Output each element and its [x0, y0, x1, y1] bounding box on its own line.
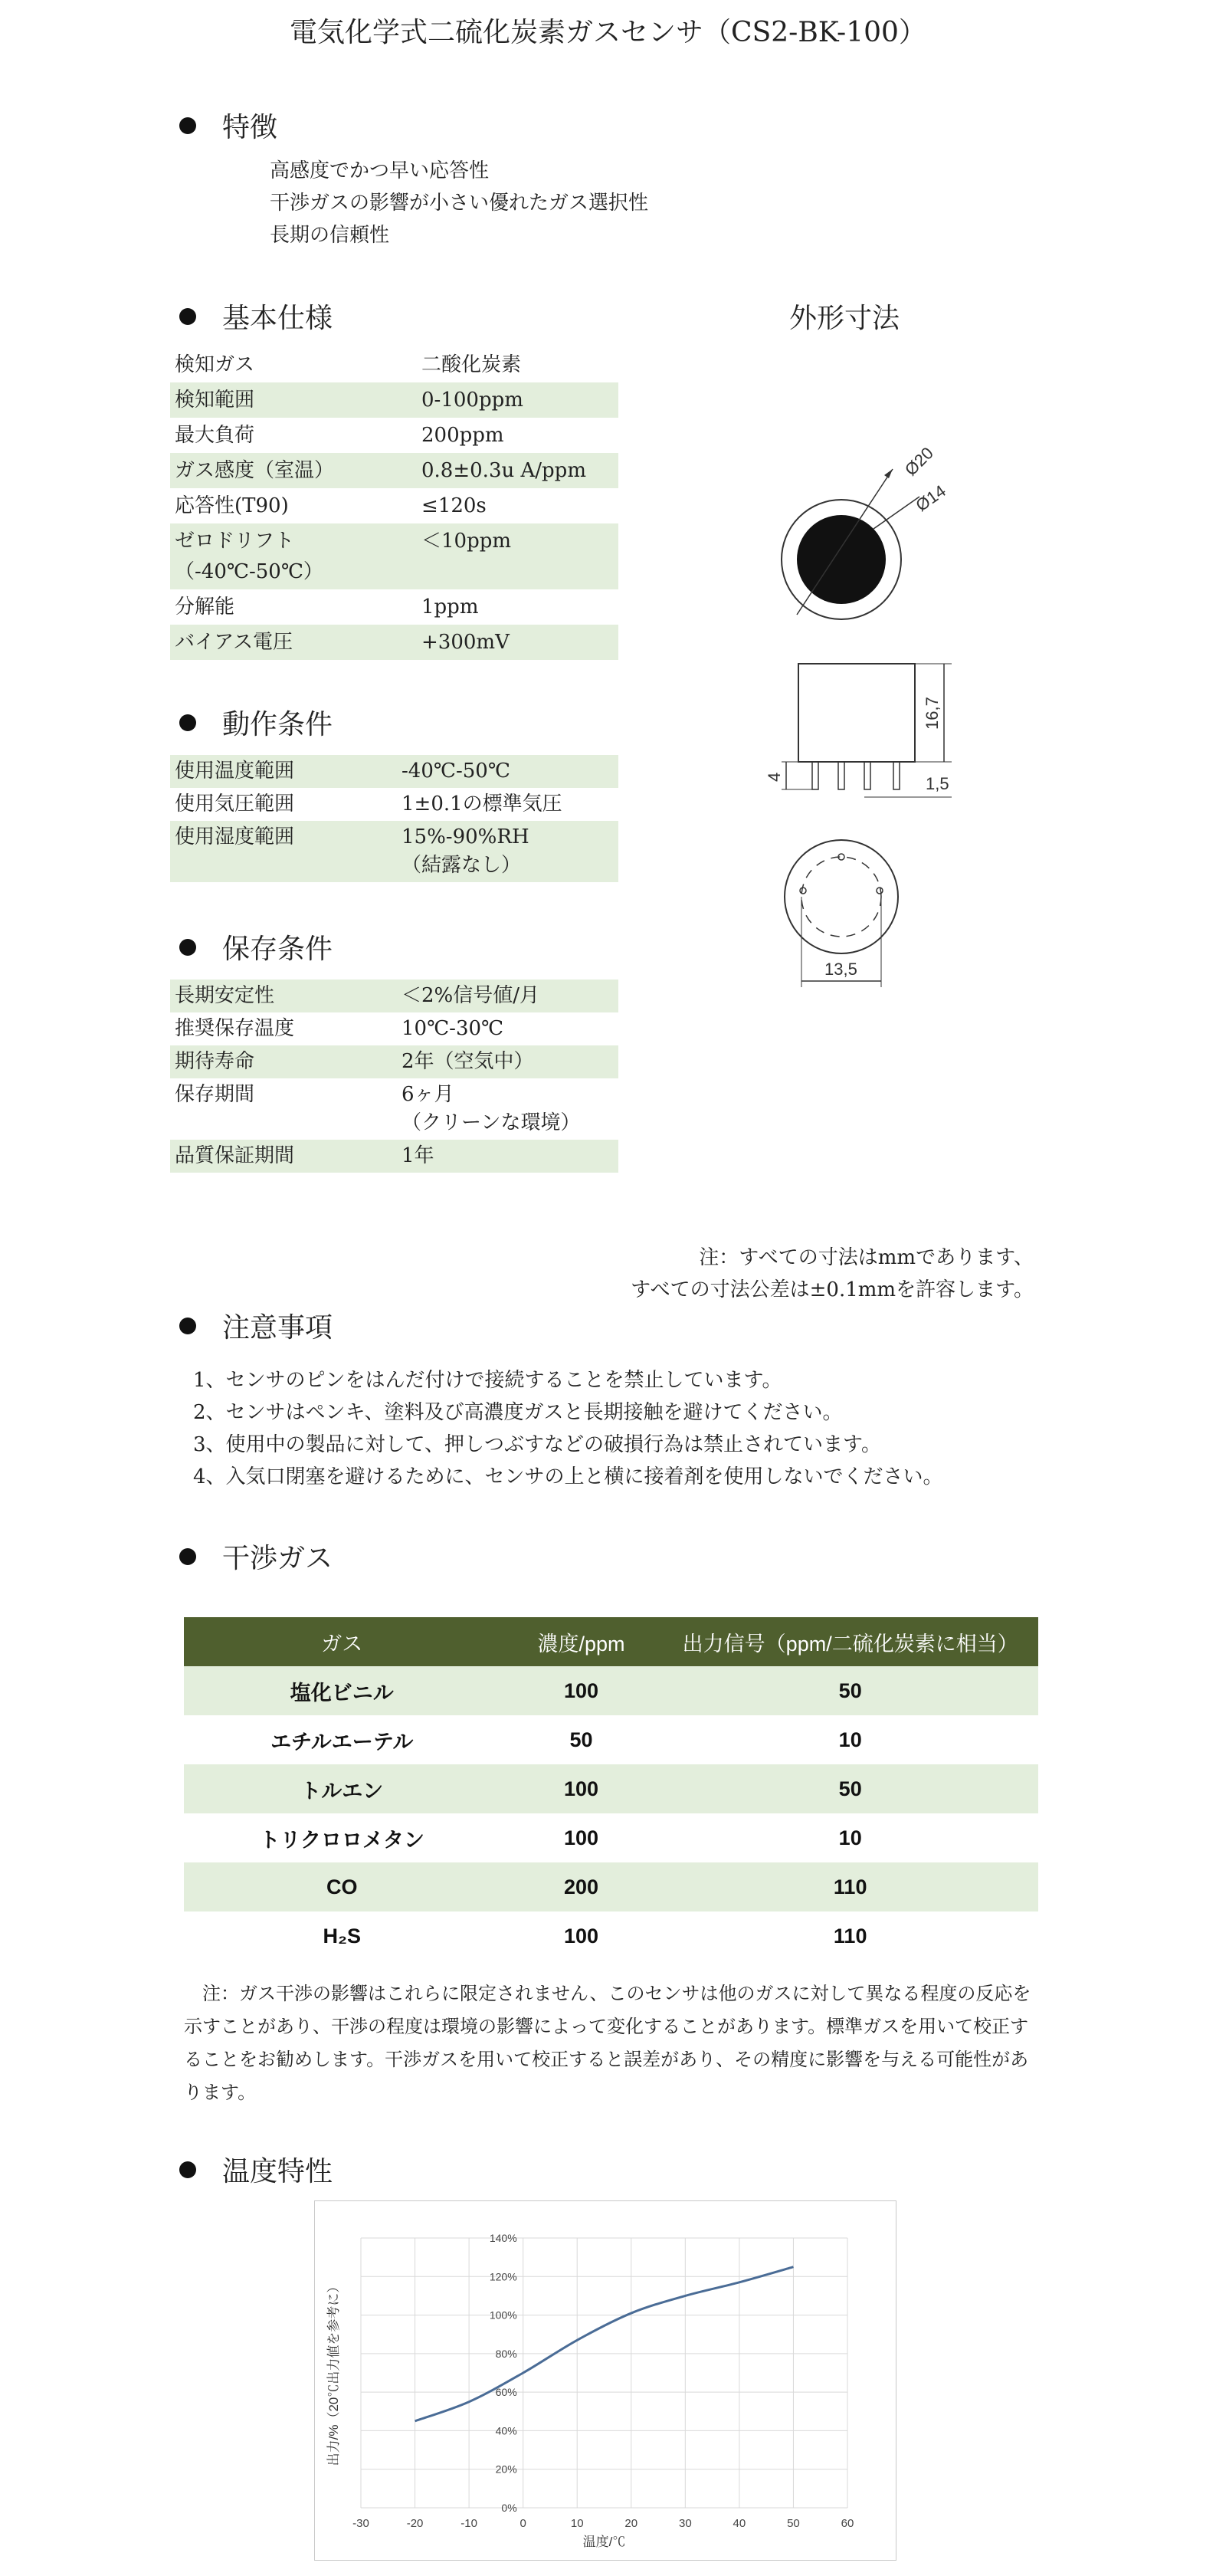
y-tick-label: 40% [495, 2424, 517, 2437]
column-header-gas: ガス [184, 1617, 500, 1666]
features-heading-text: 特徴 [222, 112, 278, 143]
y-tick-label: 140% [489, 2232, 517, 2244]
y-axis-label: 出力/%（20℃出力値を参考に） [326, 2279, 341, 2466]
pin [864, 762, 870, 789]
x-tick-label: -30 [352, 2517, 369, 2530]
feature-item: 長期の信頼性 [270, 224, 390, 247]
spec-key: 分解能 [175, 596, 235, 619]
storage-value: ＜2%信号値/月 [402, 984, 540, 1007]
caution-item: 3、使用中の製品に対して、押しつぶすなどの破損行為は禁止されています。 [193, 1433, 881, 1456]
table-cell: エチルエーテル [270, 1730, 414, 1754]
spec-row [170, 625, 618, 660]
pin-hole [800, 888, 806, 894]
temperature-chart [314, 2200, 896, 2561]
table-cell: トルエン [184, 1764, 500, 1813]
cautions-heading [179, 1306, 333, 1345]
cautions-list [193, 1364, 943, 1493]
feature-item: 干渉ガスの影響が小さい優れたガス選択性 [270, 192, 649, 215]
table-cell: 100 [563, 1826, 598, 1849]
temperature-chart-svg [315, 2201, 896, 2560]
page-title: 電気化学式二硫化炭素ガスセンサ（CS2-BK-100） [290, 17, 926, 48]
spec-key: 最大負荷 [175, 424, 255, 447]
storage-row [170, 980, 618, 1012]
spec-row [170, 382, 618, 418]
storage-heading [179, 927, 333, 966]
height-label: 16,7 [923, 697, 942, 730]
spec-value: +300mV [421, 631, 510, 654]
operating-table [170, 755, 618, 882]
table-cell: 110 [833, 1924, 867, 1948]
storage-value: 2年（空気中） [402, 1050, 534, 1073]
y-tick-label: 100% [489, 2309, 517, 2322]
bullet-icon [179, 117, 196, 134]
spec-row [170, 488, 618, 523]
diameter14-label: Ø14 [912, 481, 949, 516]
x-tick-label: -10 [461, 2517, 477, 2530]
dimension-drawing [751, 414, 996, 1019]
bullet-icon [179, 1318, 196, 1334]
storage-key: 品質保証期間 [175, 1144, 295, 1167]
specs-table [170, 347, 618, 660]
dimension-note-line: 注：すべての寸法はmmであります、 [699, 1246, 1034, 1269]
temperature-heading-text: 温度特性 [222, 2156, 333, 2187]
bullet-icon [179, 2161, 196, 2178]
features-list [270, 155, 648, 251]
temperature-heading [179, 2150, 333, 2189]
spec-value: ≤120s [421, 494, 487, 517]
x-tick-label: 60 [841, 2517, 854, 2530]
pin [893, 762, 900, 789]
spec-key: ゼロドリフト （-40℃-50℃） [175, 530, 323, 583]
column-header-concentration: 濃度/ppm [500, 1617, 663, 1666]
pin-circle [801, 857, 881, 937]
diameter14-line [873, 497, 919, 529]
x-axis-label: 温度/℃ [582, 2535, 626, 2549]
cautions-heading-text: 注意事項 [222, 1312, 333, 1344]
interference-heading-text: 干渉ガス [222, 1543, 333, 1574]
table-cell: 50 [662, 1764, 1038, 1813]
table-row [184, 1764, 1038, 1813]
x-tick-label: 20 [624, 2517, 638, 2530]
y-tick-label: 60% [495, 2386, 517, 2399]
dimension-note [631, 1242, 1034, 1306]
diameter20-label: Ø20 [900, 443, 937, 480]
table-row [184, 1911, 1038, 1961]
interference-note: 注：ガス干渉の影響はこれらに限定されません、このセンサは他のガスに対して異なる程度の反応を示すことがあり、干渉の程度は環境の影響によって変化することがあります。標準ガスを用いて校正することをお勧めします。干渉ガスを用いて校正すると誤差があり、その精度に影響を与える可能性があります。 [184, 1983, 1031, 2103]
bullet-icon [179, 1548, 196, 1565]
storage-heading-text: 保存条件 [222, 934, 333, 965]
table-cell: 110 [662, 1862, 1038, 1911]
storage-key: 推奨保存温度 [175, 1017, 295, 1040]
storage-row [170, 1012, 618, 1045]
table-cell: 100 [563, 1924, 598, 1948]
storage-value: 10℃-30℃ [402, 1017, 504, 1040]
features-heading [179, 106, 277, 145]
table-cell: 塩化ビニル [184, 1666, 500, 1715]
spec-row [170, 347, 618, 382]
table-cell: 100 [500, 1764, 663, 1813]
storage-key: 長期安定性 [175, 984, 275, 1007]
operating-key: 使用気圧範囲 [175, 792, 295, 815]
spec-value: 0.8±0.3u A/ppm [421, 459, 586, 482]
spec-value: 200ppm [421, 424, 504, 447]
storage-key: 保存期間 [175, 1083, 255, 1106]
storage-value: 6ヶ月 （クリーンな環境） [402, 1083, 581, 1134]
table-cell: CO [184, 1862, 500, 1911]
caution-item: 1、センサのピンをはんだ付けで接続することを禁止しています。 [193, 1369, 782, 1392]
spec-value: 1ppm [421, 596, 479, 619]
storage-row [170, 1140, 618, 1173]
table-cell: 50 [662, 1666, 1038, 1715]
x-tick-label: -20 [406, 2517, 424, 2530]
spec-value: ＜10ppm [421, 530, 512, 553]
bullet-icon [179, 308, 196, 325]
storage-table [170, 980, 618, 1173]
spec-row [170, 418, 618, 453]
caution-item: 2、センサはペンキ、塗料及び高濃度ガスと長期接触を避けてください。 [193, 1401, 843, 1424]
table-cell: 100 [500, 1666, 663, 1715]
sensor-face [797, 515, 886, 604]
feature-item: 高感度でかつ早い応答性 [270, 159, 490, 182]
operating-heading [179, 703, 333, 742]
operating-row [170, 788, 618, 821]
x-tick-label: 10 [570, 2517, 584, 2530]
table-row [184, 1862, 1038, 1911]
bottom-view [785, 840, 898, 987]
table-row [184, 1813, 1038, 1862]
pin-length-label: 4 [765, 772, 784, 782]
caution-item: 4、入気口閉塞を避けるために、センサの上と横に接着剤を使用しないでください。 [193, 1465, 943, 1488]
table-row [184, 1715, 1038, 1764]
y-tick-label: 120% [489, 2270, 517, 2283]
interference-table [184, 1617, 1038, 1961]
spec-value: 0-100ppm [421, 389, 523, 412]
interference-heading [179, 1537, 333, 1576]
operating-value: -40℃-50℃ [402, 760, 510, 783]
table-cell: 10 [838, 1728, 862, 1751]
operating-row [170, 821, 618, 882]
storage-value: 1年 [402, 1144, 434, 1167]
y-tick-label: 0% [501, 2502, 517, 2514]
storage-row [170, 1078, 618, 1140]
top-view [782, 443, 949, 619]
arrow-icon [884, 469, 893, 478]
operating-value: 15%-90%RH （結露なし） [402, 825, 529, 877]
specs-heading-text: 基本仕様 [222, 303, 333, 334]
spec-row [170, 589, 618, 625]
table-cell: 50 [569, 1728, 593, 1751]
dimensions-heading: 外形寸法 [789, 303, 900, 334]
pin [838, 762, 844, 789]
x-tick-label: 40 [733, 2517, 746, 2530]
operating-row [170, 755, 618, 788]
spec-key: 応答性(T90) [175, 494, 289, 517]
specs-heading [179, 297, 333, 336]
sensor-body [798, 664, 915, 762]
spec-key: ガス感度（室温） [175, 459, 335, 482]
y-tick-label: 20% [495, 2463, 517, 2476]
side-view [765, 664, 952, 797]
x-tick-label: 0 [520, 2517, 526, 2530]
temperature-curve [415, 2267, 794, 2421]
operating-value: 1±0.1の標準気圧 [402, 792, 562, 815]
dimension-note-line: すべての寸法公差は±0.1mmを許容します。 [631, 1278, 1034, 1301]
spec-key: バイアス電圧 [175, 631, 293, 654]
table-cell: トリクロロメタン [259, 1828, 424, 1852]
table-header-row [184, 1617, 1038, 1666]
spec-key: 検知ガス [175, 353, 255, 376]
spec-key: 検知範囲 [175, 389, 255, 412]
spec-row [170, 453, 618, 488]
spec-row [170, 523, 618, 589]
x-tick-label: 50 [787, 2517, 800, 2530]
y-tick-label: 80% [495, 2347, 517, 2360]
operating-heading-text: 動作条件 [222, 709, 333, 740]
operating-key: 使用湿度範囲 [175, 825, 295, 848]
pin-pitch-label: 1,5 [926, 774, 949, 793]
bullet-icon [179, 939, 196, 956]
column-header-output: 出力信号（ppm/二硫化炭素に相当） [662, 1617, 1038, 1666]
bullet-icon [179, 714, 196, 731]
x-tick-label: 30 [678, 2517, 692, 2530]
pin-hole [877, 888, 883, 894]
table-cell: 200 [500, 1862, 663, 1911]
table-cell: 10 [838, 1826, 862, 1849]
storage-key: 期待寿命 [175, 1050, 255, 1073]
pin-span-label: 13,5 [824, 960, 857, 979]
table-row [184, 1666, 1038, 1715]
spec-value: 二酸化炭素 [421, 353, 522, 376]
pin [812, 762, 818, 789]
table-cell: H₂S [323, 1924, 362, 1948]
operating-key: 使用温度範囲 [175, 760, 295, 783]
storage-row [170, 1045, 618, 1078]
